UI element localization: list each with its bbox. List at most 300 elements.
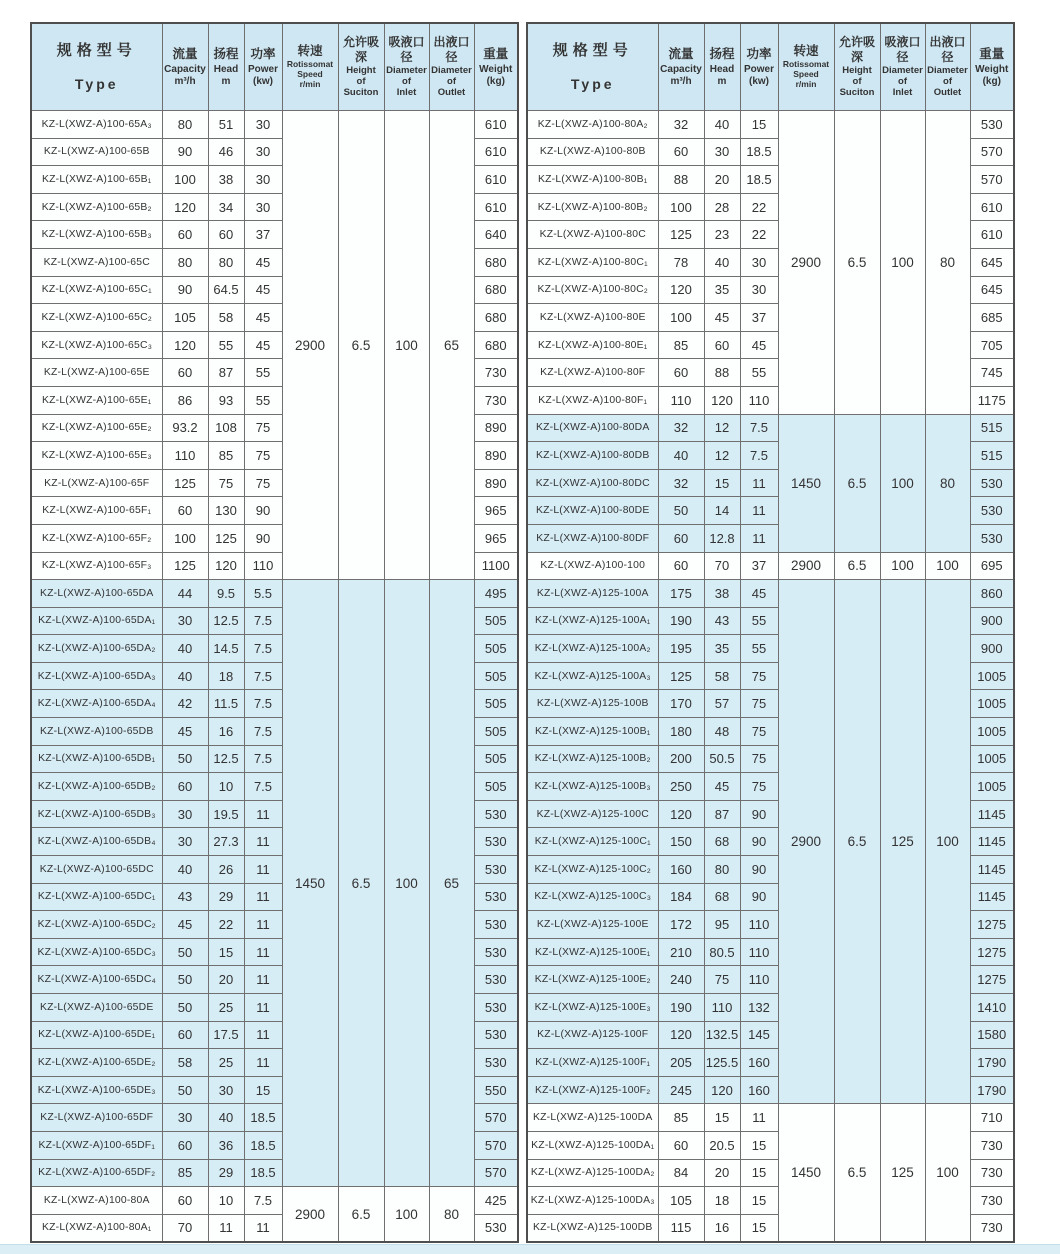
suction-merged-cell: 6.5 xyxy=(338,580,384,1187)
weight-cell: 570 xyxy=(474,1159,518,1187)
weight-cell: 530 xyxy=(474,911,518,939)
head-cell: 87 xyxy=(208,359,244,387)
weight-cell: 890 xyxy=(474,442,518,470)
head-cell: 58 xyxy=(208,304,244,332)
weight-cell: 530 xyxy=(474,883,518,911)
power-cell: 11 xyxy=(244,828,282,856)
capacity-cell: 60 xyxy=(658,552,704,580)
table-row xyxy=(527,580,1014,608)
head-cell: 25 xyxy=(208,1049,244,1077)
type-cell: KZ-L(XWZ-A)100-65B₃ xyxy=(31,221,162,249)
type-cell: KZ-L(XWZ-A)100-65DA₄ xyxy=(31,690,162,718)
head-cell: 35 xyxy=(704,276,740,304)
power-cell: 15 xyxy=(244,1076,282,1104)
head-cell: 60 xyxy=(704,331,740,359)
weight-cell: 550 xyxy=(474,1076,518,1104)
capacity-cell: 50 xyxy=(162,745,208,773)
type-cell: KZ-L(XWZ-A)100-65F₁ xyxy=(31,497,162,525)
weight-cell: 505 xyxy=(474,745,518,773)
col-header-en: Power xyxy=(743,64,774,75)
capacity-cell: 60 xyxy=(162,1187,208,1215)
type-cell: KZ-L(XWZ-A)100-80DF xyxy=(527,524,658,552)
power-cell: 7.5 xyxy=(244,607,282,635)
weight-cell: 900 xyxy=(970,607,1014,635)
col-header-outlet xyxy=(429,23,474,111)
head-cell: 12.8 xyxy=(704,524,740,552)
power-cell: 7.5 xyxy=(244,745,282,773)
outlet-merged-cell: 100 xyxy=(925,552,970,580)
spec-table-right xyxy=(526,22,1015,1243)
power-cell: 55 xyxy=(740,607,778,635)
type-cell: KZ-L(XWZ-A)100-65F₂ xyxy=(31,524,162,552)
capacity-cell: 120 xyxy=(658,276,704,304)
head-cell: 22 xyxy=(208,911,244,939)
suction-merged-cell: 6.5 xyxy=(834,552,880,580)
weight-cell: 1005 xyxy=(970,773,1014,801)
col-header-cn: 重量 xyxy=(483,47,509,61)
type-cell: KZ-L(XWZ-A)100-80C₁ xyxy=(527,248,658,276)
weight-cell: 610 xyxy=(474,111,518,139)
type-cell: KZ-L(XWZ-A)100-80B₂ xyxy=(527,193,658,221)
type-cell: KZ-L(XWZ-A)100-65DC₃ xyxy=(31,938,162,966)
power-cell: 75 xyxy=(740,718,778,746)
type-cell: KZ-L(XWZ-A)100-65E xyxy=(31,359,162,387)
type-cell: KZ-L(XWZ-A)100-65F₃ xyxy=(31,552,162,580)
head-cell: 130 xyxy=(208,497,244,525)
capacity-cell: 245 xyxy=(658,1076,704,1104)
type-cell: KZ-L(XWZ-A)125-100E xyxy=(527,911,658,939)
capacity-cell: 105 xyxy=(162,304,208,332)
power-cell: 90 xyxy=(244,524,282,552)
outlet-merged-cell: 80 xyxy=(925,111,970,415)
weight-cell: 1005 xyxy=(970,745,1014,773)
col-header-en: Head xyxy=(213,64,239,75)
capacity-cell: 32 xyxy=(658,111,704,139)
capacity-cell: 80 xyxy=(162,248,208,276)
col-header-cn: 功率 xyxy=(250,47,276,61)
head-cell: 55 xyxy=(208,331,244,359)
power-cell: 110 xyxy=(740,911,778,939)
power-cell: 75 xyxy=(740,690,778,718)
capacity-cell: 110 xyxy=(658,386,704,414)
weight-cell: 425 xyxy=(474,1187,518,1215)
weight-cell: 710 xyxy=(970,1104,1014,1132)
col-header-en: Height xyxy=(842,65,872,76)
weight-cell: 530 xyxy=(474,1021,518,1049)
head-cell: 68 xyxy=(704,828,740,856)
head-cell: 38 xyxy=(704,580,740,608)
col-header-inlet xyxy=(880,23,925,111)
capacity-cell: 44 xyxy=(162,580,208,608)
power-cell: 18.5 xyxy=(244,1131,282,1159)
weight-cell: 505 xyxy=(474,635,518,663)
weight-cell: 1410 xyxy=(970,994,1014,1022)
capacity-cell: 30 xyxy=(162,607,208,635)
head-cell: 26 xyxy=(208,856,244,884)
weight-cell: 570 xyxy=(474,1104,518,1132)
head-cell: 40 xyxy=(704,111,740,139)
head-cell: 11 xyxy=(208,1214,244,1242)
weight-cell: 530 xyxy=(474,800,518,828)
capacity-cell: 78 xyxy=(658,248,704,276)
head-cell: 29 xyxy=(208,1159,244,1187)
type-cell: KZ-L(XWZ-A)100-65B xyxy=(31,138,162,166)
power-cell: 11 xyxy=(244,966,282,994)
capacity-cell: 60 xyxy=(658,1131,704,1159)
outlet-merged-cell: 65 xyxy=(429,580,474,1187)
power-cell: 45 xyxy=(244,331,282,359)
type-cell: KZ-L(XWZ-A)125-100DB xyxy=(527,1214,658,1242)
type-cell: KZ-L(XWZ-A)100-80C xyxy=(527,221,658,249)
capacity-cell: 60 xyxy=(658,359,704,387)
capacity-cell: 45 xyxy=(162,718,208,746)
col-header-en: Rotissomat xyxy=(782,59,830,70)
head-cell: 19.5 xyxy=(208,800,244,828)
type-cell: KZ-L(XWZ-A)125-100A₃ xyxy=(527,662,658,690)
head-cell: 18 xyxy=(208,662,244,690)
col-header-en: Diameter xyxy=(386,65,427,76)
col-header-cn: 吸液口径 xyxy=(388,35,425,64)
weight-cell: 1005 xyxy=(970,718,1014,746)
capacity-cell: 120 xyxy=(162,193,208,221)
col-header-en: m³/h xyxy=(670,75,692,87)
type-cell: KZ-L(XWZ-A)100-65E₂ xyxy=(31,414,162,442)
weight-cell: 890 xyxy=(474,469,518,497)
type-cell: KZ-L(XWZ-A)100-65DE₃ xyxy=(31,1076,162,1104)
type-cell: KZ-L(XWZ-A)100-80F xyxy=(527,359,658,387)
weight-cell: 530 xyxy=(970,524,1014,552)
weight-cell: 860 xyxy=(970,580,1014,608)
inlet-merged-cell: 100 xyxy=(384,111,429,580)
head-cell: 20 xyxy=(208,966,244,994)
power-cell: 45 xyxy=(740,580,778,608)
head-cell: 48 xyxy=(704,718,740,746)
weight-cell: 610 xyxy=(970,193,1014,221)
capacity-cell: 50 xyxy=(162,966,208,994)
power-cell: 22 xyxy=(740,193,778,221)
power-cell: 37 xyxy=(740,304,778,332)
weight-cell: 900 xyxy=(970,635,1014,663)
inlet-merged-cell: 125 xyxy=(880,1104,925,1242)
power-cell: 110 xyxy=(740,386,778,414)
col-header-cn: 重量 xyxy=(979,47,1005,61)
type-cell: KZ-L(XWZ-A)100-65B₁ xyxy=(31,166,162,194)
capacity-cell: 60 xyxy=(162,1131,208,1159)
type-cell: KZ-L(XWZ-A)100-80E₁ xyxy=(527,331,658,359)
type-cell: KZ-L(XWZ-A)125-100A₂ xyxy=(527,635,658,663)
capacity-cell: 100 xyxy=(162,166,208,194)
head-cell: 16 xyxy=(208,718,244,746)
col-header-weight xyxy=(474,23,518,111)
power-cell: 11 xyxy=(244,994,282,1022)
weight-cell: 730 xyxy=(970,1214,1014,1242)
col-header-en: Diameter xyxy=(927,65,968,76)
col-header-speed xyxy=(778,23,834,111)
capacity-cell: 50 xyxy=(658,497,704,525)
head-cell: 15 xyxy=(704,1104,740,1132)
type-cell: KZ-L(XWZ-A)100-80DC xyxy=(527,469,658,497)
type-cell: KZ-L(XWZ-A)100-65DC₂ xyxy=(31,911,162,939)
weight-cell: 730 xyxy=(474,386,518,414)
capacity-cell: 125 xyxy=(658,662,704,690)
type-cell: KZ-L(XWZ-A)125-100C₁ xyxy=(527,828,658,856)
col-header-en: Type xyxy=(570,75,615,92)
type-cell: KZ-L(XWZ-A)125-100DA₂ xyxy=(527,1159,658,1187)
power-cell: 30 xyxy=(740,276,778,304)
weight-cell: 680 xyxy=(474,304,518,332)
header-row xyxy=(527,23,1014,111)
type-cell: KZ-L(XWZ-A)125-100B₁ xyxy=(527,718,658,746)
type-cell: KZ-L(XWZ-A)125-100E₃ xyxy=(527,994,658,1022)
weight-cell: 730 xyxy=(970,1159,1014,1187)
col-header-en: Capacity xyxy=(164,64,206,75)
weight-cell: 680 xyxy=(474,248,518,276)
speed-merged-cell: 2900 xyxy=(778,580,834,1104)
head-cell: 20.5 xyxy=(704,1131,740,1159)
type-cell: KZ-L(XWZ-A)125-100C₃ xyxy=(527,883,658,911)
power-cell: 7.5 xyxy=(244,690,282,718)
col-header-power xyxy=(244,23,282,111)
weight-cell: 1275 xyxy=(970,911,1014,939)
type-cell: KZ-L(XWZ-A)125-100A xyxy=(527,580,658,608)
capacity-cell: 115 xyxy=(658,1214,704,1242)
power-cell: 45 xyxy=(244,276,282,304)
power-cell: 30 xyxy=(244,111,282,139)
head-cell: 15 xyxy=(704,469,740,497)
head-cell: 60 xyxy=(208,221,244,249)
power-cell: 7.5 xyxy=(740,442,778,470)
head-cell: 12.5 xyxy=(208,607,244,635)
table-row xyxy=(31,1187,518,1215)
speed-merged-cell: 1450 xyxy=(778,1104,834,1242)
capacity-cell: 60 xyxy=(162,497,208,525)
capacity-cell: 175 xyxy=(658,580,704,608)
power-cell: 11 xyxy=(244,1049,282,1077)
weight-cell: 645 xyxy=(970,276,1014,304)
inlet-merged-cell: 100 xyxy=(384,580,429,1187)
table-row xyxy=(527,552,1014,580)
table-row xyxy=(527,1104,1014,1132)
power-cell: 30 xyxy=(244,138,282,166)
col-header-cn: 转速 xyxy=(793,44,819,59)
weight-cell: 1145 xyxy=(970,883,1014,911)
head-cell: 110 xyxy=(704,994,740,1022)
type-cell: KZ-L(XWZ-A)125-100C₂ xyxy=(527,856,658,884)
type-cell: KZ-L(XWZ-A)100-65DB xyxy=(31,718,162,746)
inlet-merged-cell: 100 xyxy=(384,1187,429,1242)
speed-merged-cell: 2900 xyxy=(282,111,338,580)
power-cell: 11 xyxy=(244,911,282,939)
weight-cell: 610 xyxy=(474,193,518,221)
weight-cell: 570 xyxy=(970,138,1014,166)
power-cell: 11 xyxy=(740,469,778,497)
type-cell: KZ-L(XWZ-A)125-100B₃ xyxy=(527,773,658,801)
head-cell: 80.5 xyxy=(704,938,740,966)
col-header-en: Diameter xyxy=(882,65,923,76)
type-cell: KZ-L(XWZ-A)100-80E xyxy=(527,304,658,332)
weight-cell: 505 xyxy=(474,773,518,801)
power-cell: 45 xyxy=(244,304,282,332)
weight-cell: 570 xyxy=(970,166,1014,194)
col-header-en: of xyxy=(447,75,456,87)
weight-cell: 1790 xyxy=(970,1076,1014,1104)
suction-merged-cell: 6.5 xyxy=(834,580,880,1104)
col-header-en: of xyxy=(356,75,366,87)
weight-cell: 705 xyxy=(970,331,1014,359)
weight-cell: 1790 xyxy=(970,1049,1014,1077)
weight-cell: 695 xyxy=(970,552,1014,580)
type-cell: KZ-L(XWZ-A)100-65E₁ xyxy=(31,386,162,414)
capacity-cell: 42 xyxy=(162,690,208,718)
weight-cell: 730 xyxy=(970,1131,1014,1159)
capacity-cell: 200 xyxy=(658,745,704,773)
type-cell: KZ-L(XWZ-A)100-65DA₂ xyxy=(31,635,162,663)
power-cell: 11 xyxy=(740,524,778,552)
col-header-power xyxy=(740,23,778,111)
suction-merged-cell: 6.5 xyxy=(338,1187,384,1242)
col-header-en: Rotissomat xyxy=(286,59,334,70)
col-header-en: Height xyxy=(346,65,376,76)
col-header-en: of xyxy=(898,75,907,87)
weight-cell: 1145 xyxy=(970,856,1014,884)
col-header-en: Suciton xyxy=(343,86,379,98)
inlet-merged-cell: 125 xyxy=(880,580,925,1104)
power-cell: 11 xyxy=(244,856,282,884)
head-cell: 125.5 xyxy=(704,1049,740,1077)
weight-cell: 645 xyxy=(970,248,1014,276)
weight-cell: 890 xyxy=(474,414,518,442)
weight-cell: 1275 xyxy=(970,966,1014,994)
capacity-cell: 205 xyxy=(658,1049,704,1077)
head-cell: 93 xyxy=(208,386,244,414)
capacity-cell: 110 xyxy=(162,442,208,470)
head-cell: 14 xyxy=(704,497,740,525)
capacity-cell: 105 xyxy=(658,1187,704,1215)
col-header-en: Capacity xyxy=(660,64,702,75)
type-cell: KZ-L(XWZ-A)125-100DA xyxy=(527,1104,658,1132)
col-header-cn: 扬程 xyxy=(213,47,239,61)
weight-cell: 965 xyxy=(474,497,518,525)
power-cell: 90 xyxy=(740,883,778,911)
type-cell: KZ-L(XWZ-A)100-65DA xyxy=(31,580,162,608)
power-cell: 11 xyxy=(244,938,282,966)
head-cell: 20 xyxy=(704,1159,740,1187)
weight-cell: 680 xyxy=(474,276,518,304)
head-cell: 120 xyxy=(704,1076,740,1104)
head-cell: 23 xyxy=(704,221,740,249)
capacity-cell: 190 xyxy=(658,994,704,1022)
type-cell: KZ-L(XWZ-A)100-65C₃ xyxy=(31,331,162,359)
type-cell: KZ-L(XWZ-A)100-65F xyxy=(31,469,162,497)
table-row xyxy=(31,580,518,608)
head-cell: 120 xyxy=(208,552,244,580)
type-cell: KZ-L(XWZ-A)100-65DB₃ xyxy=(31,800,162,828)
type-cell: KZ-L(XWZ-A)100-65DA₃ xyxy=(31,662,162,690)
power-cell: 15 xyxy=(740,1131,778,1159)
type-cell: KZ-L(XWZ-A)100-65E₃ xyxy=(31,442,162,470)
weight-cell: 1580 xyxy=(970,1021,1014,1049)
col-header-cn: 流量 xyxy=(172,47,198,61)
type-cell: KZ-L(XWZ-A)100-65A₃ xyxy=(31,111,162,139)
power-cell: 75 xyxy=(244,442,282,470)
capacity-cell: 60 xyxy=(162,221,208,249)
col-header-cn: 吸液口径 xyxy=(884,35,921,64)
capacity-cell: 50 xyxy=(162,994,208,1022)
col-header-en: Suciton xyxy=(839,86,875,98)
col-header-en: (kg) xyxy=(486,75,505,87)
type-cell: KZ-L(XWZ-A)100-80DE xyxy=(527,497,658,525)
head-cell: 58 xyxy=(704,662,740,690)
col-header-en: r/min xyxy=(795,78,817,89)
col-header-cn: 允许吸深 xyxy=(838,35,875,64)
weight-cell: 530 xyxy=(474,1214,518,1242)
head-cell: 11.5 xyxy=(208,690,244,718)
type-cell: KZ-L(XWZ-A)100-80C₂ xyxy=(527,276,658,304)
type-cell: KZ-L(XWZ-A)125-100A₁ xyxy=(527,607,658,635)
type-cell: KZ-L(XWZ-A)125-100E₁ xyxy=(527,938,658,966)
type-cell: KZ-L(XWZ-A)100-80A₂ xyxy=(527,111,658,139)
weight-cell: 1275 xyxy=(970,938,1014,966)
power-cell: 30 xyxy=(244,193,282,221)
weight-cell: 610 xyxy=(474,138,518,166)
col-header-cn: 功率 xyxy=(746,47,772,61)
weight-cell: 530 xyxy=(970,111,1014,139)
power-cell: 45 xyxy=(244,248,282,276)
col-header-en: Head xyxy=(709,64,735,75)
suction-merged-cell: 6.5 xyxy=(834,1104,880,1242)
capacity-cell: 100 xyxy=(658,193,704,221)
outlet-merged-cell: 80 xyxy=(429,1187,474,1242)
power-cell: 18.5 xyxy=(244,1159,282,1187)
capacity-cell: 125 xyxy=(658,221,704,249)
capacity-cell: 45 xyxy=(162,911,208,939)
weight-cell: 1145 xyxy=(970,800,1014,828)
power-cell: 132 xyxy=(740,994,778,1022)
capacity-cell: 60 xyxy=(162,1021,208,1049)
col-header-en: m xyxy=(221,75,231,87)
capacity-cell: 40 xyxy=(162,856,208,884)
type-cell: KZ-L(XWZ-A)100-65C₂ xyxy=(31,304,162,332)
capacity-cell: 90 xyxy=(162,276,208,304)
head-cell: 30 xyxy=(208,1076,244,1104)
capacity-cell: 93.2 xyxy=(162,414,208,442)
type-cell: KZ-L(XWZ-A)100-80F₁ xyxy=(527,386,658,414)
head-cell: 17.5 xyxy=(208,1021,244,1049)
type-cell: KZ-L(XWZ-A)100-65DF₁ xyxy=(31,1131,162,1159)
head-cell: 68 xyxy=(704,883,740,911)
capacity-cell: 240 xyxy=(658,966,704,994)
head-cell: 57 xyxy=(704,690,740,718)
type-cell: KZ-L(XWZ-A)100-80DA xyxy=(527,414,658,442)
power-cell: 11 xyxy=(244,1021,282,1049)
head-cell: 80 xyxy=(208,248,244,276)
col-header-cn: 扬程 xyxy=(709,47,735,61)
col-header-inlet xyxy=(384,23,429,111)
weight-cell: 965 xyxy=(474,524,518,552)
head-cell: 10 xyxy=(208,773,244,801)
power-cell: 110 xyxy=(740,938,778,966)
type-cell: KZ-L(XWZ-A)100-65C₁ xyxy=(31,276,162,304)
power-cell: 90 xyxy=(740,828,778,856)
col-header-capacity xyxy=(658,23,704,111)
capacity-cell: 32 xyxy=(658,469,704,497)
type-cell: KZ-L(XWZ-A)125-100F xyxy=(527,1021,658,1049)
head-cell: 12.5 xyxy=(208,745,244,773)
weight-cell: 530 xyxy=(474,828,518,856)
capacity-cell: 40 xyxy=(658,442,704,470)
capacity-cell: 125 xyxy=(162,469,208,497)
type-cell: KZ-L(XWZ-A)100-65DE₂ xyxy=(31,1049,162,1077)
